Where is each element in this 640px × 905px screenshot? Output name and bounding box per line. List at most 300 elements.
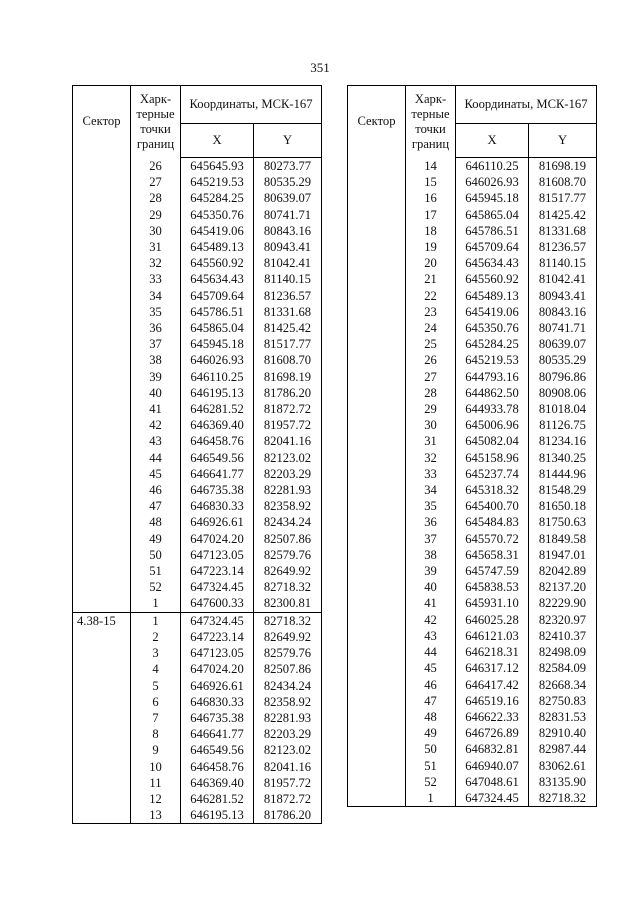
x-cell: 645709.64: [456, 239, 529, 255]
y-cell: 80535.29: [529, 352, 597, 368]
point-cell: 30: [131, 223, 181, 239]
table-row: [73, 563, 322, 579]
x-cell: 647324.45: [181, 579, 254, 595]
sector-cell: [73, 288, 131, 304]
sector-cell: [348, 369, 406, 385]
table-row: [73, 531, 322, 547]
sector-cell: [348, 644, 406, 660]
point-cell: 40: [131, 385, 181, 401]
x-cell: 645634.43: [181, 271, 254, 287]
table-row: [348, 369, 597, 385]
point-cell: 30: [406, 417, 456, 433]
table-row: [348, 579, 597, 595]
y-cell: 82410.37: [529, 628, 597, 644]
sector-cell: [73, 579, 131, 595]
point-cell: 40: [406, 579, 456, 595]
x-cell: 645747.59: [456, 563, 529, 579]
table-row: [73, 336, 322, 352]
x-cell: 646025.28: [456, 612, 529, 628]
point-cell: 41: [406, 595, 456, 611]
sector-cell: [73, 514, 131, 530]
x-cell: 645237.74: [456, 466, 529, 482]
point-cell: 20: [406, 255, 456, 271]
sector-cell: [73, 466, 131, 482]
sector-cell: [348, 450, 406, 466]
table-body: [348, 158, 597, 807]
table-row: [73, 223, 322, 239]
point-cell: 49: [406, 725, 456, 741]
x-cell: 645219.53: [456, 352, 529, 368]
point-cell: 27: [131, 174, 181, 190]
y-cell: 81517.77: [529, 190, 597, 206]
y-cell: 82507.86: [254, 531, 322, 547]
point-cell: 32: [406, 450, 456, 466]
point-cell: 43: [131, 433, 181, 449]
point-cell: 18: [406, 223, 456, 239]
sector-cell: [73, 694, 131, 710]
sector-cell: [73, 255, 131, 271]
x-cell: 646726.89: [456, 725, 529, 741]
y-cell: 82434.24: [254, 678, 322, 694]
sector-cell: [348, 514, 406, 530]
point-cell: 35: [131, 304, 181, 320]
y-cell: 81236.57: [254, 288, 322, 304]
x-cell: 646926.61: [181, 514, 254, 530]
sector-cell: [73, 433, 131, 449]
table-row: [73, 288, 322, 304]
y-cell: 81608.70: [529, 174, 597, 190]
y-cell: 80741.71: [529, 320, 597, 336]
x-cell: 646458.76: [181, 759, 254, 775]
point-cell: 29: [406, 401, 456, 417]
y-header: Y: [254, 124, 322, 158]
table-row: [348, 288, 597, 304]
y-cell: 80843.16: [254, 223, 322, 239]
sector-cell: [73, 759, 131, 775]
x-cell: 645400.70: [456, 498, 529, 514]
x-cell: 646417.42: [456, 677, 529, 693]
y-cell: 81947.01: [529, 547, 597, 563]
y-cell: 80943.41: [529, 288, 597, 304]
sector-cell: [348, 709, 406, 725]
y-cell: 82123.02: [254, 742, 322, 758]
x-cell: 647600.33: [181, 595, 254, 612]
x-cell: 645634.43: [456, 255, 529, 271]
y-cell: 80639.07: [254, 190, 322, 206]
x-cell: 646641.77: [181, 466, 254, 482]
sector-cell: [348, 158, 406, 175]
point-cell: 45: [131, 466, 181, 482]
table-row: [348, 612, 597, 628]
sector-cell: [348, 774, 406, 790]
sector-cell: [73, 547, 131, 563]
table-body: [73, 158, 322, 824]
table-row: [348, 320, 597, 336]
x-cell: 646549.56: [181, 450, 254, 466]
table-row: [348, 385, 597, 401]
sector-cell: [73, 742, 131, 758]
y-cell: 81018.04: [529, 401, 597, 417]
sector-cell: [348, 174, 406, 190]
table-row: [73, 271, 322, 287]
sector-cell: [348, 190, 406, 206]
point-cell: 10: [131, 759, 181, 775]
coordinates-table-left: [72, 85, 322, 824]
x-cell: 644793.16: [456, 369, 529, 385]
y-cell: 80843.16: [529, 304, 597, 320]
sector-cell: [348, 612, 406, 628]
table-row: [348, 466, 597, 482]
x-cell: 646026.93: [456, 174, 529, 190]
x-cell: 646519.16: [456, 693, 529, 709]
sector-cell: [73, 207, 131, 223]
y-cell: 81698.19: [254, 369, 322, 385]
x-cell: 646218.31: [456, 644, 529, 660]
sector-cell: [73, 450, 131, 466]
y-cell: 81444.96: [529, 466, 597, 482]
sector-cell: [73, 271, 131, 287]
sector-cell: [348, 433, 406, 449]
point-cell: 46: [406, 677, 456, 693]
sector-cell: [73, 678, 131, 694]
point-cell: 23: [406, 304, 456, 320]
x-cell: 646832.81: [456, 741, 529, 757]
table-row: [73, 514, 322, 530]
y-cell: 82668.34: [529, 677, 597, 693]
sector-cell: [73, 710, 131, 726]
sector-cell: [73, 629, 131, 645]
y-cell: 82498.09: [529, 644, 597, 660]
x-cell: 645219.53: [181, 174, 254, 190]
sector-cell: [348, 563, 406, 579]
table-row: [73, 320, 322, 336]
table-row: [348, 790, 597, 807]
y-cell: 80639.07: [529, 336, 597, 352]
point-cell: 42: [406, 612, 456, 628]
x-cell: 647223.14: [181, 629, 254, 645]
point-cell: 48: [131, 514, 181, 530]
y-cell: 82987.44: [529, 741, 597, 757]
y-cell: 81650.18: [529, 498, 597, 514]
table-row: [348, 741, 597, 757]
table-row: [348, 563, 597, 579]
x-cell: 646121.03: [456, 628, 529, 644]
table-row: [348, 450, 597, 466]
y-cell: 82137.20: [529, 579, 597, 595]
sector-cell: [73, 401, 131, 417]
point-cell: 31: [131, 239, 181, 255]
sector-cell: [73, 223, 131, 239]
point-cell: 5: [131, 678, 181, 694]
y-cell: 82831.53: [529, 709, 597, 725]
x-cell: 645945.18: [456, 190, 529, 206]
point-cell: 47: [406, 693, 456, 709]
sector-cell: [348, 288, 406, 304]
table-row: [348, 725, 597, 741]
sector-cell: [73, 158, 131, 175]
x-cell: 646195.13: [181, 807, 254, 824]
y-cell: 81698.19: [529, 158, 597, 175]
y-cell: 80796.86: [529, 369, 597, 385]
y-cell: 83135.90: [529, 774, 597, 790]
x-cell: 645560.92: [456, 271, 529, 287]
sector-cell: [348, 758, 406, 774]
sector-cell: [348, 628, 406, 644]
table-row: [73, 417, 322, 433]
y-cell: 82649.92: [254, 629, 322, 645]
point-cell: 27: [406, 369, 456, 385]
point-cell: 41: [131, 401, 181, 417]
table-row: [348, 401, 597, 417]
table-row: [73, 791, 322, 807]
x-cell: 646281.52: [181, 401, 254, 417]
table-row: [73, 775, 322, 791]
table-row: [73, 304, 322, 320]
x-cell: 645560.92: [181, 255, 254, 271]
sector-cell: [348, 466, 406, 482]
sector-cell: [348, 482, 406, 498]
point-cell: 38: [406, 547, 456, 563]
x-cell: 644862.50: [456, 385, 529, 401]
table-row: [73, 385, 322, 401]
point-cell: 14: [406, 158, 456, 175]
sector-cell: [348, 725, 406, 741]
sector-cell: [73, 726, 131, 742]
x-cell: 646369.40: [181, 775, 254, 791]
y-cell: 82358.92: [254, 498, 322, 514]
point-cell: 39: [406, 563, 456, 579]
point-cell: 33: [406, 466, 456, 482]
sector-cell: [348, 255, 406, 271]
y-cell: 81872.72: [254, 401, 322, 417]
sector-cell: [73, 417, 131, 433]
table-row: [73, 645, 322, 661]
sector-cell: [73, 174, 131, 190]
sector-cell: [348, 239, 406, 255]
point-cell: 51: [131, 563, 181, 579]
y-cell: 81042.41: [254, 255, 322, 271]
table-row: [73, 369, 322, 385]
table-row: [73, 498, 322, 514]
point-cell: 4: [131, 661, 181, 677]
y-cell: 80943.41: [254, 239, 322, 255]
sector-cell: [73, 595, 131, 612]
sector-cell: [73, 775, 131, 791]
x-cell: 647324.45: [456, 790, 529, 807]
y-cell: 82281.93: [254, 482, 322, 498]
point-cell: 22: [406, 288, 456, 304]
point-cell: 42: [131, 417, 181, 433]
y-cell: 80273.77: [254, 158, 322, 175]
point-cell: 6: [131, 694, 181, 710]
table-row: [348, 223, 597, 239]
y-cell: 81608.70: [254, 352, 322, 368]
sector-header: Сектор: [73, 86, 131, 158]
table-row: [348, 531, 597, 547]
table-row: [73, 694, 322, 710]
point-cell: 8: [131, 726, 181, 742]
point-cell: 26: [131, 158, 181, 175]
point-cell: 35: [406, 498, 456, 514]
x-cell: 646369.40: [181, 417, 254, 433]
y-cell: 82649.92: [254, 563, 322, 579]
table-row: [73, 759, 322, 775]
y-cell: 81140.15: [529, 255, 597, 271]
table-row: [348, 433, 597, 449]
y-cell: 81331.68: [254, 304, 322, 320]
y-cell: 81957.72: [254, 775, 322, 791]
table-row: [348, 255, 597, 271]
coords-header: Координаты, МСК-167: [456, 86, 597, 124]
sector-cell: [348, 677, 406, 693]
point-cell: 37: [131, 336, 181, 352]
table-row: [348, 774, 597, 790]
x-cell: 645419.06: [456, 304, 529, 320]
table-row: [73, 482, 322, 498]
point-cell: 34: [406, 482, 456, 498]
table-row: [348, 677, 597, 693]
point-cell: 28: [131, 190, 181, 206]
x-cell: 646110.25: [456, 158, 529, 175]
y-cell: 81140.15: [254, 271, 322, 287]
page-number: 351: [310, 60, 330, 75]
x-cell: 646735.38: [181, 482, 254, 498]
sector-cell: [73, 498, 131, 514]
y-cell: 82434.24: [254, 514, 322, 530]
point-cell: 50: [406, 741, 456, 757]
point-cell: 16: [406, 190, 456, 206]
table-row: [73, 401, 322, 417]
table-row: [348, 693, 597, 709]
y-cell: 82718.32: [254, 579, 322, 595]
points-header: Харк-терные точки границ: [131, 86, 181, 158]
sector-cell: [348, 498, 406, 514]
y-cell: 81340.25: [529, 450, 597, 466]
sector-cell: [348, 741, 406, 757]
point-cell: 9: [131, 742, 181, 758]
sector-cell: [348, 223, 406, 239]
sector-cell: 4.38-15: [73, 612, 131, 629]
x-cell: 645082.04: [456, 433, 529, 449]
x-cell: 645350.76: [456, 320, 529, 336]
table-row: [73, 612, 322, 629]
table-row: [73, 174, 322, 190]
table-row: [73, 547, 322, 563]
sector-cell: [73, 482, 131, 498]
y-cell: 82203.29: [254, 726, 322, 742]
sector-cell: [348, 401, 406, 417]
y-cell: 82041.16: [254, 759, 322, 775]
y-cell: 82281.93: [254, 710, 322, 726]
point-cell: 21: [406, 271, 456, 287]
table-row: [73, 158, 322, 175]
y-cell: 81548.29: [529, 482, 597, 498]
table-row: [348, 758, 597, 774]
sector-cell: [348, 660, 406, 676]
x-header: X: [456, 124, 529, 158]
point-cell: 34: [131, 288, 181, 304]
sector-cell: [348, 207, 406, 223]
y-cell: 82300.81: [254, 595, 322, 612]
sector-cell: [73, 320, 131, 336]
x-cell: 646940.07: [456, 758, 529, 774]
x-cell: 645865.04: [181, 320, 254, 336]
sector-cell: [348, 385, 406, 401]
point-cell: 43: [406, 628, 456, 644]
y-cell: 82042.89: [529, 563, 597, 579]
x-cell: 646026.93: [181, 352, 254, 368]
y-cell: 81425.42: [254, 320, 322, 336]
table-row: [73, 629, 322, 645]
x-cell: 646317.12: [456, 660, 529, 676]
x-cell: 645158.96: [456, 450, 529, 466]
sector-cell: [73, 563, 131, 579]
coordinates-table-right: [347, 85, 597, 807]
table-row: [73, 579, 322, 595]
y-cell: 82718.32: [254, 612, 322, 629]
table-row: [348, 207, 597, 223]
table-row: [73, 661, 322, 677]
x-cell: 646641.77: [181, 726, 254, 742]
x-cell: 647048.61: [456, 774, 529, 790]
point-cell: 33: [131, 271, 181, 287]
point-cell: 7: [131, 710, 181, 726]
point-cell: 32: [131, 255, 181, 271]
point-cell: 24: [406, 320, 456, 336]
y-cell: 82584.09: [529, 660, 597, 676]
y-cell: 82123.02: [254, 450, 322, 466]
x-cell: 645786.51: [456, 223, 529, 239]
x-cell: 645945.18: [181, 336, 254, 352]
point-cell: 47: [131, 498, 181, 514]
point-cell: 31: [406, 433, 456, 449]
point-cell: 36: [131, 320, 181, 336]
table-row: [73, 239, 322, 255]
x-cell: 644933.78: [456, 401, 529, 417]
sector-cell: [348, 271, 406, 287]
table-row: [348, 239, 597, 255]
table-row: [73, 710, 322, 726]
y-cell: 83062.61: [529, 758, 597, 774]
table-row: [348, 498, 597, 514]
x-cell: 646735.38: [181, 710, 254, 726]
x-cell: 647123.05: [181, 645, 254, 661]
point-cell: 52: [406, 774, 456, 790]
point-cell: 46: [131, 482, 181, 498]
sector-cell: [348, 320, 406, 336]
table-row: [73, 255, 322, 271]
table-row: [73, 207, 322, 223]
x-cell: 647024.20: [181, 531, 254, 547]
point-cell: 19: [406, 239, 456, 255]
point-cell: 17: [406, 207, 456, 223]
sector-cell: [348, 417, 406, 433]
point-cell: 36: [406, 514, 456, 530]
table-row: [348, 709, 597, 725]
y-cell: 81126.75: [529, 417, 597, 433]
x-cell: 645645.93: [181, 158, 254, 175]
x-cell: 646110.25: [181, 369, 254, 385]
y-cell: 80741.71: [254, 207, 322, 223]
point-cell: 1: [131, 612, 181, 629]
point-cell: 29: [131, 207, 181, 223]
point-cell: 12: [131, 791, 181, 807]
point-cell: 50: [131, 547, 181, 563]
y-cell: 81234.16: [529, 433, 597, 449]
x-cell: 645350.76: [181, 207, 254, 223]
table-row: [348, 271, 597, 287]
y-cell: 81872.72: [254, 791, 322, 807]
